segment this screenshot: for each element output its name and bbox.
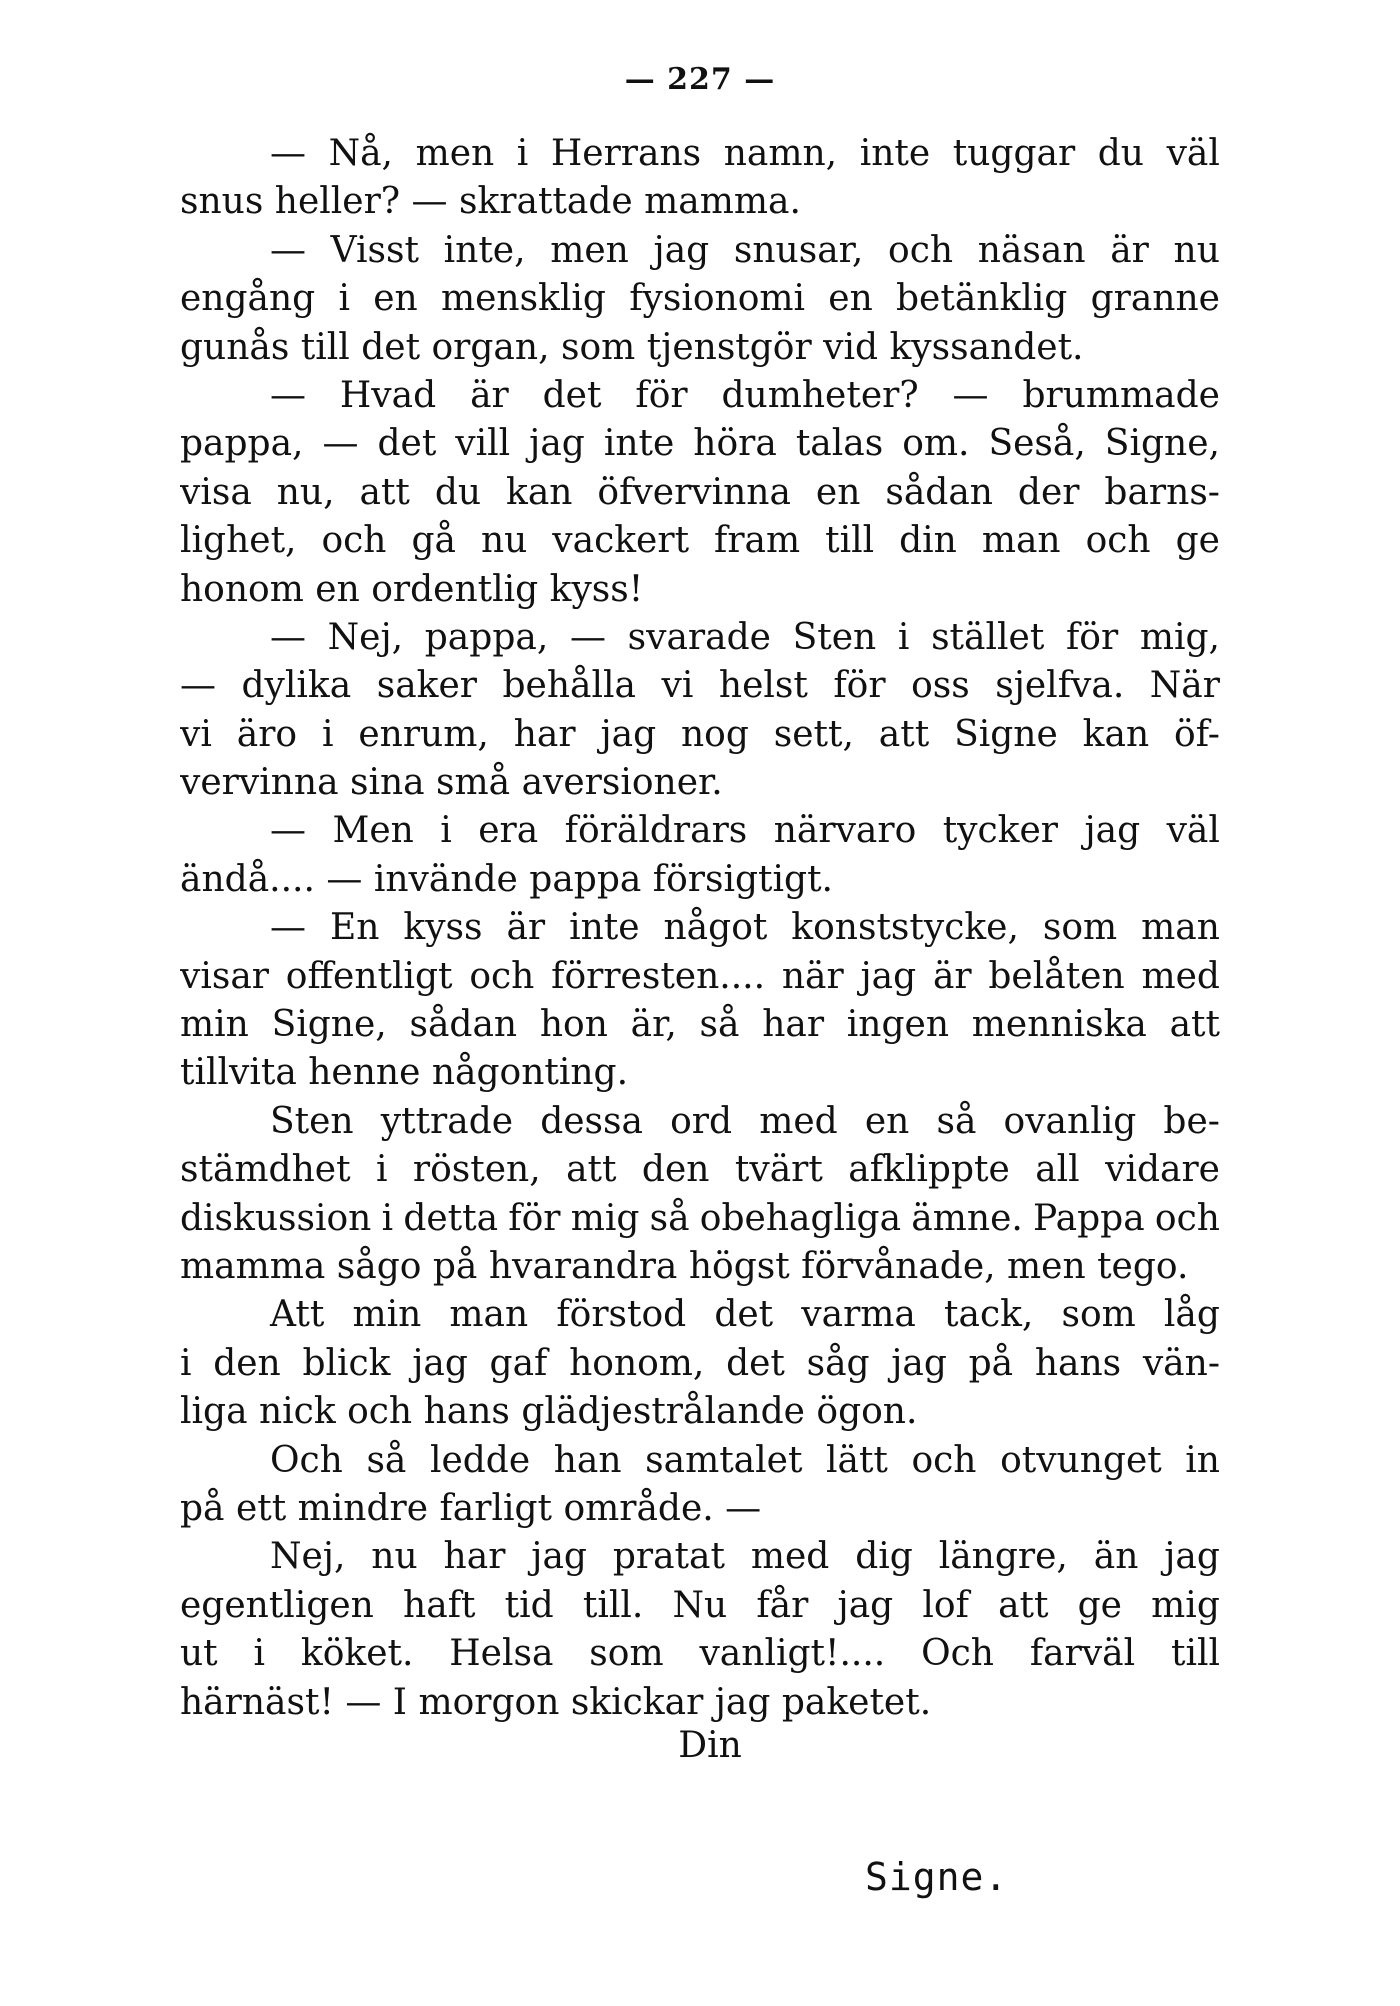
text-line: — Nej, pappa, — svarade Sten i stället för mig, — [270, 616, 1220, 658]
text-line: Och så ledde han samtalet lätt och otvunget in — [270, 1439, 1220, 1481]
text-line: pappa, — det vill jag inte höra talas om. Seså, Signe, — [180, 423, 1220, 465]
letter-closing: Din — [678, 1725, 742, 1766]
text-line: liga nick och hans glädjestrålande ögon. — [180, 1391, 918, 1433]
text-line: Sten yttrade dessa ord med en så ovanlig be- — [270, 1100, 1220, 1142]
text-line: — Hvad är det för dumheter? — brummade — [270, 374, 1220, 416]
text-line: vervinna sina små aversioner. — [180, 762, 723, 804]
text-line: Nej, nu har jag pratat med dig längre, än jag — [270, 1536, 1220, 1578]
page-number: — 227 — — [624, 62, 776, 97]
text-line: min Signe, sådan hon är, så har ingen menniska att — [180, 1004, 1220, 1046]
text-line: lighet, och gå nu vackert fram till din man och ge — [180, 520, 1220, 562]
text-line: mamma sågo på hvarandra högst förvånade, men tego. — [180, 1245, 1189, 1287]
letter-signature: Signe. — [865, 1855, 1009, 1899]
text-line: — Men i era föräldrars närvaro tycker jag väl — [270, 810, 1220, 852]
text-line: i den blick jag gaf honom, det såg jag på hans vän- — [180, 1342, 1220, 1384]
text-line: — En kyss är inte något konststycke, som man — [270, 907, 1220, 949]
text-line: vi äro i enrum, har jag nog sett, att Signe kan öf- — [180, 713, 1220, 755]
text-line: Att min man förstod det varma tack, som låg — [270, 1294, 1220, 1336]
text-line: engång i en mensklig fysionomi en betänklig granne — [180, 278, 1220, 320]
text-line: gunås till det organ, som tjenstgör vid kyssandet. — [180, 326, 1084, 368]
text-line: ändå.... — invände pappa försigtigt. — [180, 858, 833, 900]
text-line: egentligen haft tid till. Nu får jag lof att ge mig — [180, 1584, 1220, 1626]
text-line: härnäst! — I morgon skickar jag paketet. — [180, 1681, 932, 1723]
text-line: honom en ordentlig kyss! — [180, 568, 644, 610]
text-line: diskussion i detta för mig så obehagliga ämne. Pappa och — [180, 1197, 1220, 1239]
text-line: — Nå, men i Herrans namn, inte tuggar du väl — [270, 133, 1220, 174]
text-line: stämdhet i rösten, att den tvärt afklippte all vidare — [180, 1149, 1220, 1191]
text-line: på ett mindre farligt område. — — [180, 1487, 762, 1529]
text-line: snus heller? — skrattade mamma. — [180, 181, 801, 223]
text-line: — dylika saker behålla vi helst för oss sjelfva. När — [180, 665, 1220, 707]
text-line: tillvita henne någonting. — [180, 1052, 629, 1094]
text-line: ut i köket. Helsa som vanligt!.... Och farväl till — [180, 1633, 1220, 1675]
text-line: visar offentligt och förresten.... när jag är belåten med — [180, 955, 1220, 997]
text-line: — Visst inte, men jag snusar, och näsan är nu — [270, 229, 1220, 271]
text-line: visa nu, att du kan öfvervinna en sådan der barns- — [180, 471, 1220, 513]
body-text — [180, 130, 1220, 1727]
